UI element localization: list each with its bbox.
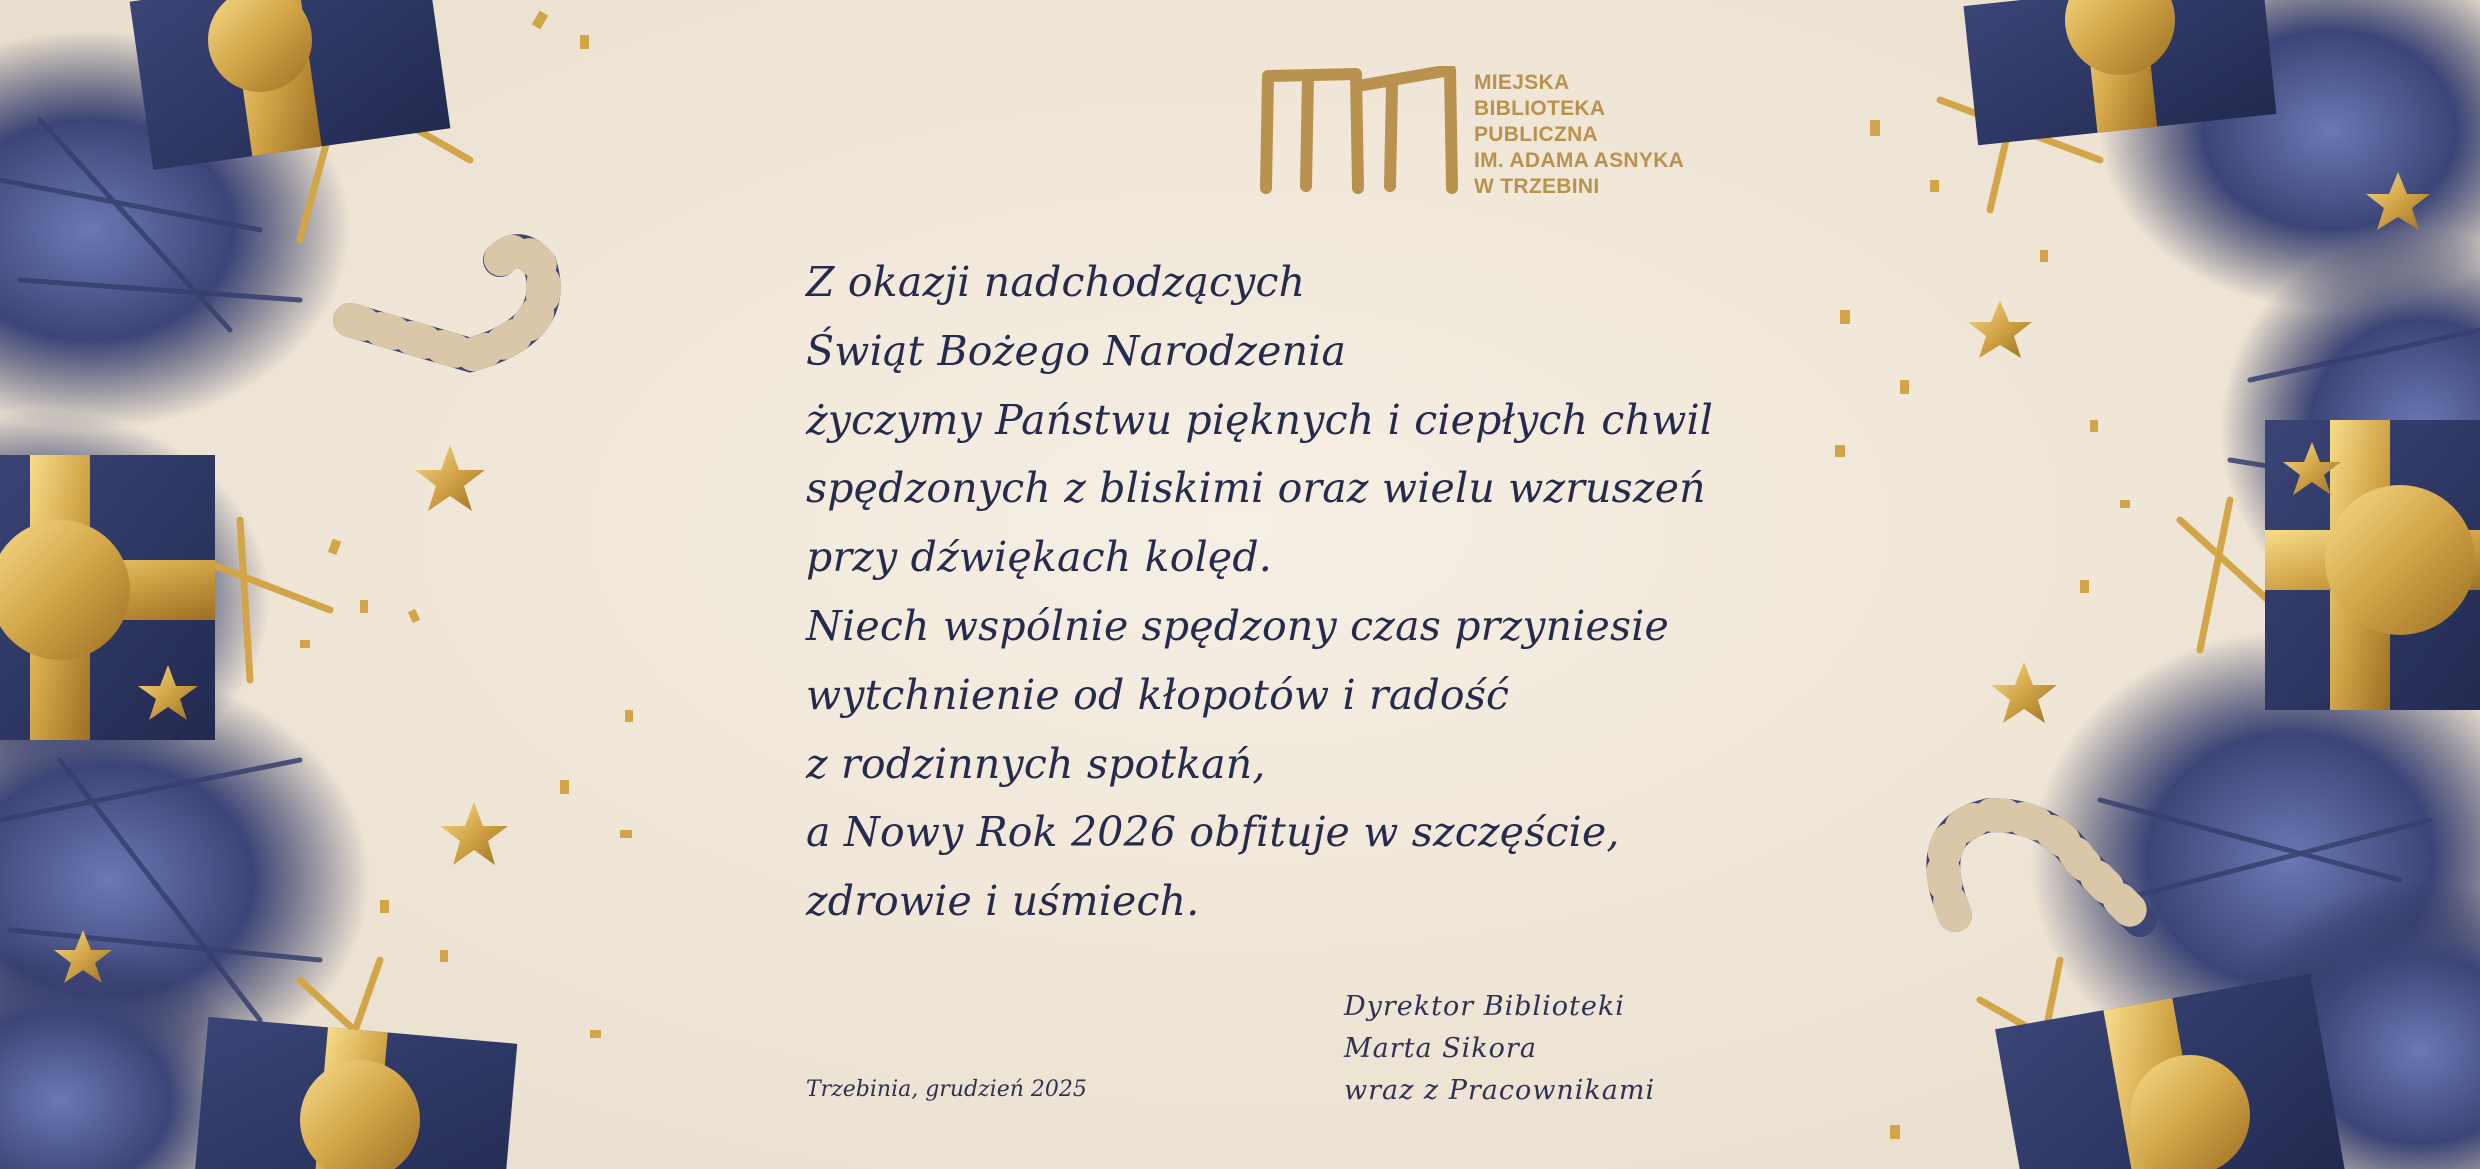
signature (1344, 986, 1655, 1112)
library-name (1474, 70, 1684, 200)
greeting-line: życzymy Państwu pięknych i ciepłych chwil (806, 395, 1714, 444)
greeting-line: z rodzinnych spotkań, (806, 739, 1266, 788)
library-m-logo-icon (1258, 66, 1458, 196)
greeting-text (806, 248, 1714, 936)
library-name-line: IM. ADAMA ASNYKA (1474, 149, 1685, 172)
library-name-line: PUBLICZNA (1474, 123, 1599, 146)
signature-line: Marta Sikora (1344, 1033, 1537, 1064)
place-date: Trzebinia, grudzień 2025 (806, 1077, 1087, 1102)
library-logo (1258, 66, 1718, 206)
library-name-line: BIBLIOTEKA (1474, 97, 1606, 120)
greeting-line: Z okazji nadchodzących (806, 258, 1306, 306)
greeting-line: Świąt Bożego Narodzenia (806, 326, 1347, 375)
signature-line: wraz z Pracownikami (1344, 1075, 1656, 1106)
signature-line: Dyrektor Biblioteki (1344, 991, 1625, 1022)
greeting-line: spędzonych z bliskimi oraz wielu wzruszeń (806, 464, 1706, 513)
greeting-line: wytchnienie od kłopotów i radość (806, 670, 1510, 719)
greeting-line: zdrowie i uśmiech. (806, 877, 1200, 926)
library-name-line: MIEJSKA (1474, 71, 1570, 94)
greeting-line: przy dźwiękach kolęd. (806, 533, 1273, 582)
greeting-line: Niech wspólnie spędzony czas przyniesie (806, 601, 1670, 650)
greeting-line: a Nowy Rok 2026 obfituje w szczęście, (806, 808, 1620, 857)
library-name-line: W TRZEBINI (1474, 175, 1600, 198)
